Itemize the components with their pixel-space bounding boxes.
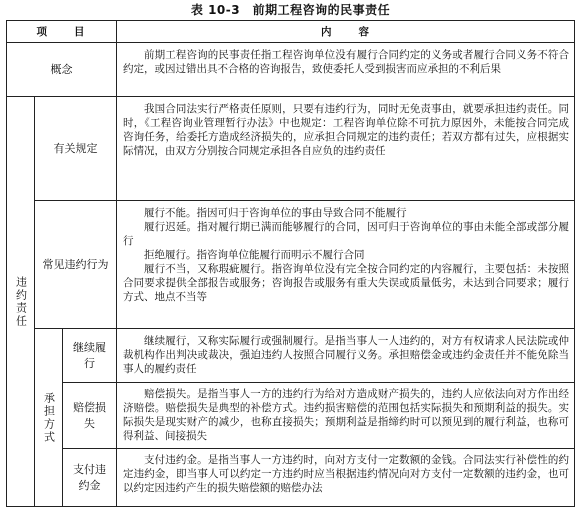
methods-label: 承担方式 [42, 392, 56, 444]
header-content: 内 容 [117, 21, 575, 43]
concept-label: 概念 [7, 43, 117, 97]
liability-label: 违约责任 [14, 276, 28, 328]
header-project: 项 目 [7, 21, 117, 43]
list-item: 履行不能。指因可归于咨询单位的事由导致合同不能履行 [144, 207, 407, 219]
method-continue-text: 继续履行，又称实际履行或强制履行。是指当事人一人违约的，对方有权请求人民法院或仲裁机构作出判决或裁决，强迫违约人按照合同履行义务。承担赔偿金或违约金责任并不能免除当事人的履约责任 [117, 329, 575, 383]
method-penalty-text: 支付违约金。是指当事人一方违约时，向对方支付一定数额的金钱。合同法实行补偿性的约定违约金，即当事人可以约定一方违约时应当根据违约情况向对方支付一定数额的违约金，也可以约定因违约产生的损失赔偿额的赔偿办法 [123, 454, 569, 494]
regulations-label: 有关规定 [35, 97, 117, 201]
method-compensation-label: 赔偿损失 [63, 383, 117, 449]
method-compensation-text: 赔偿损失。是指当事人一方的违约行为给对方造成财产损失的，违约人应依法向对方作出经济赔偿。赔偿损失是典型的补偿方式。违约损害赔偿的范围包括实际损失和预期利益的损失。实际损失是现实财产的减少，也称直接损失；预期利益是指缔约时可以预见到的履行利益，也称可得利益、间接损失 [117, 383, 575, 449]
method-continue-label: 继续履行 [63, 329, 117, 383]
list-item: 拒绝履行。指咨询单位能履行而明示不履行合同 [144, 249, 365, 261]
liability-table [6, 20, 575, 507]
concept-text: 前期工程咨询的民事责任指工程咨询单位没有履行合同约定的义务或者履行合同义务不符合约定，或因过错出具不合格的咨询报告，致使委托人受到损害而应承担的不利后果 [117, 43, 575, 97]
regulations-text: 我国合同法实行严格责任原则，只要有违约行为，同时无免责事由，就要承担违约责任。同时，《工程咨询业管理暂行办法》中也规定：工程咨询单位除不可抗力原因外，未能按合同完成咨询任务，给委托方造成经济损失的，应承担合同规定的违约责任；若双方都有过失，应根据实际情况，由双方分别按合同规定承担各自应负的违约责任 [117, 97, 575, 201]
list-item: 履行迟延。指对履行期已满而能够履行的合同，因可归于咨询单位的事由未能全部或部分履行 [123, 221, 569, 247]
method-penalty-label: 支付违约金 [63, 449, 117, 507]
table-caption: 表 10-3 前期工程咨询的民事责任 [190, 3, 391, 17]
list-item: 履行不当，又称瑕疵履行。指咨询单位没有完全按合同约定的内容履行，主要包括：未按照合同要求提供全部报告或服务；咨询报告或服务有重大失误或质量低劣，未达到合同要求；履行方式、地点不当等 [123, 263, 569, 303]
methods-label-cell [35, 329, 63, 507]
liability-label-cell [7, 97, 35, 507]
common-breach-list [117, 201, 575, 329]
common-breach-label: 常见违约行为 [35, 201, 117, 329]
